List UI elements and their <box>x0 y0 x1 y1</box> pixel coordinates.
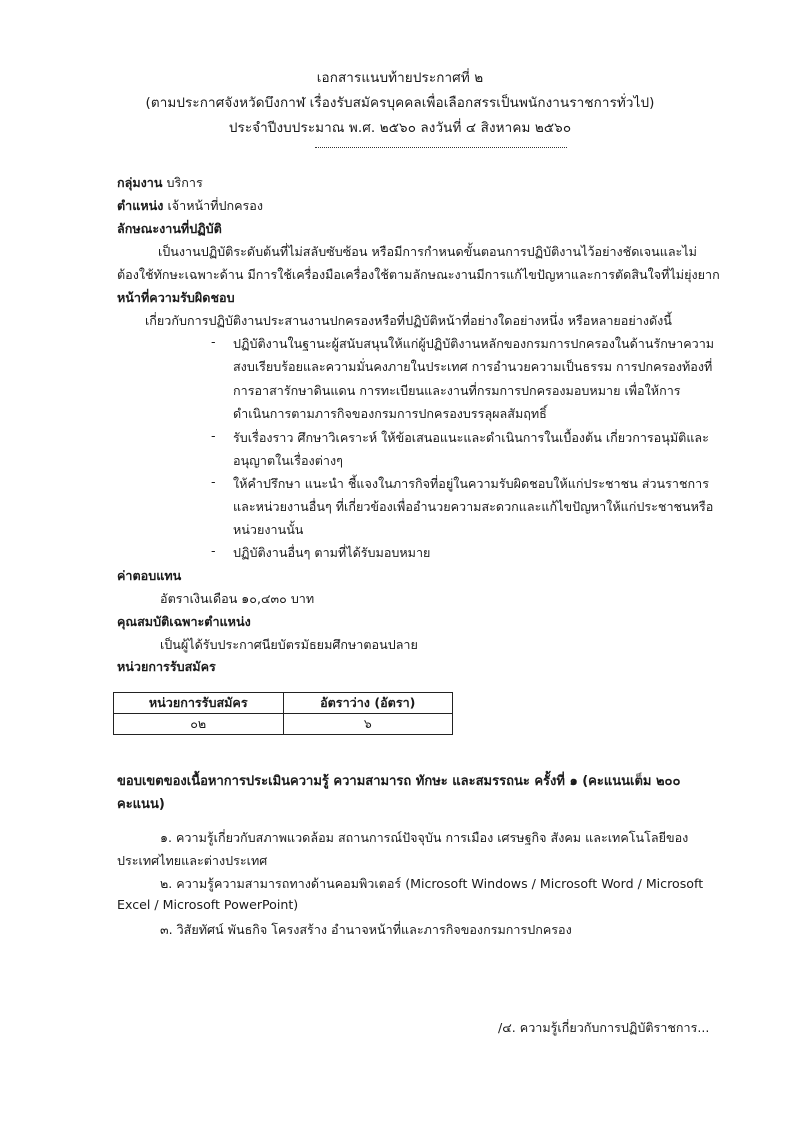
header-line-1: เอกสารแนบท้ายประกาศที่ ๒ <box>316 70 484 86</box>
job-position <box>117 196 263 216</box>
job-group <box>117 173 203 193</box>
qualification-value: เป็นผู้ได้รับประกาศนียบัตรมัธยมศึกษาตอนปลาย <box>160 637 418 652</box>
continuation-note: /๔. ความรู้เกี่ยวกับการปฏิบัติราชการ... <box>498 1020 710 1035</box>
duty-2-line-1: รับเรื่องราว ศึกษาวิเคราะห์ ให้ข้อเสนอแนะและดำเนินการในเบื้องต้น เกี่ยวการอนุมัติและ <box>233 430 709 445</box>
duty-1-line-4: ดำเนินการตามภารกิจของกรมการปกครองบรรลุผลสัมฤทธิ์ <box>233 406 547 421</box>
scope-heading-line-2: คะแนน) <box>117 797 165 812</box>
scope-item-1-line-2: ประเทศไทยและต่างประเทศ <box>117 853 268 868</box>
header-divider <box>315 146 567 148</box>
nature-heading: ลักษณะงานที่ปฏิบัติ <box>117 221 222 236</box>
application-unit-table <box>113 692 453 735</box>
nature-line-1: เป็นงานปฏิบัติระดับต้นที่ไม่สลับซับซ้อน หรือมีการกำหนดขั้นตอนการปฏิบัติงานไว้อย่างชัดเจนและไม่ <box>158 244 697 259</box>
job-position-label: ตำแหน่ง <box>117 198 164 213</box>
job-group-label: กลุ่มงาน <box>117 175 163 190</box>
table-cell-unit: ๐๒ <box>114 714 284 735</box>
table-cell-vacancies: ๖ <box>283 714 453 735</box>
scope-item-2-line-2: Excel / Microsoft PowerPoint) <box>117 897 299 912</box>
duty-3-line-3: หน่วยงานนั้น <box>233 522 304 537</box>
duty-1-line-1: ปฏิบัติงานในฐานะผู้สนับสนุนให้แก่ผู้ปฏิบัติงานหลักของกรมการปกครองในด้านรักษาความ <box>233 336 715 351</box>
duty-bullet-3: - <box>211 474 216 489</box>
scope-heading-line-1: ขอบเขตของเนื้อหาการประเมินความรู้ ความสามารถ ทักษะ และสมรรถนะ ครั้งที่ ๑ (คะแนนเต็ม ๒๐๐ <box>117 774 681 789</box>
table-header-row <box>114 693 453 714</box>
job-position-value: เจ้าหน้าที่ปกครอง <box>167 198 264 213</box>
duty-bullet-1: - <box>211 334 216 349</box>
duty-1-line-3: การอาสารักษาดินแดน การทะเบียนและงานที่กรมการปกครองมอบหมาย เพื่อให้การ <box>233 383 681 398</box>
duty-bullet-2: - <box>211 428 216 443</box>
duty-4-line-1: ปฏิบัติงานอื่นๆ ตามที่ได้รับมอบหมาย <box>233 545 431 560</box>
duty-3-line-2: และหน่วยงานอื่นๆ ที่เกี่ยวข้องเพื่ออำนวยความสะดวกและแก้ไขปัญหาให้แก่ประชาชนหรือ <box>233 499 714 514</box>
pay-heading: ค่าตอบแทน <box>117 568 182 583</box>
duty-bullet-4: - <box>211 543 216 558</box>
pay-value: อัตราเงินเดือน ๑๐,๔๓๐ บาท <box>160 591 315 606</box>
unit-heading: หน่วยการรับสมัคร <box>117 659 216 674</box>
duty-1-line-2: สงบเรียบร้อยและความมั่นคงภายในประเทศ การอำนวยความเป็นธรรม การปกครองท้องที่ <box>233 359 713 374</box>
table-row <box>114 714 453 735</box>
scope-item-1-line-1: ๑. ความรู้เกี่ยวกับสภาพแวดล้อม สถานการณ์ปัจจุบัน การเมือง เศรษฐกิจ สังคม และเทคโนโลยีของ <box>160 830 689 845</box>
job-group-value: บริการ <box>166 175 203 190</box>
scope-item-3-line-1: ๓. วิสัยทัศน์ พันธกิจ โครงสร้าง อำนาจหน้าที่และภารกิจของกรมการปกครอง <box>160 922 572 937</box>
duties-intro: เกี่ยวกับการปฏิบัติงานประสานงานปกครองหรือที่ปฏิบัติหน้าที่อย่างใดอย่างหนึ่ง หรือหลายอย่างดังนี้ <box>145 313 672 328</box>
qualification-heading: คุณสมบัติเฉพาะตำแหน่ง <box>117 614 251 629</box>
table-header-vacancies: อัตราว่าง (อัตรา) <box>283 693 453 714</box>
table-header-unit: หน่วยการรับสมัคร <box>114 693 284 714</box>
header-line-2: (ตามประกาศจังหวัดบึงกาฬ เรื่องรับสมัครบุคคลเพื่อเลือกสรรเป็นพนักงานราชการทั่วไป) <box>145 95 655 111</box>
scope-item-2-line-1: ๒. ความรู้ความสามารถทางด้านคอมพิวเตอร์ (Microsoft Windows / Microsoft Word / Microsoft <box>160 876 704 891</box>
duty-3-line-1: ให้คำปรึกษา แนะนำ ชี้แจงในภารกิจที่อยู่ในความรับผิดชอบให้แก่ประชาชน ส่วนราชการ <box>233 476 709 491</box>
duties-heading: หน้าที่ความรับผิดชอบ <box>117 290 235 305</box>
nature-line-2: ต้องใช้ทักษะเฉพาะด้าน มีการใช้เครื่องมือเครื่องใช้ตามลักษณะงานมีการแก้ไขปัญหาและการตัดสินใจที่ไม่ยุ่งยาก <box>117 267 720 282</box>
duty-2-line-2: อนุญาตในเรื่องต่างๆ <box>233 453 343 468</box>
header-line-3: ประจำปีงบประมาณ พ.ศ. ๒๕๖๐ ลงวันที่ ๔ สิงหาคม ๒๕๖๐ <box>228 120 572 136</box>
